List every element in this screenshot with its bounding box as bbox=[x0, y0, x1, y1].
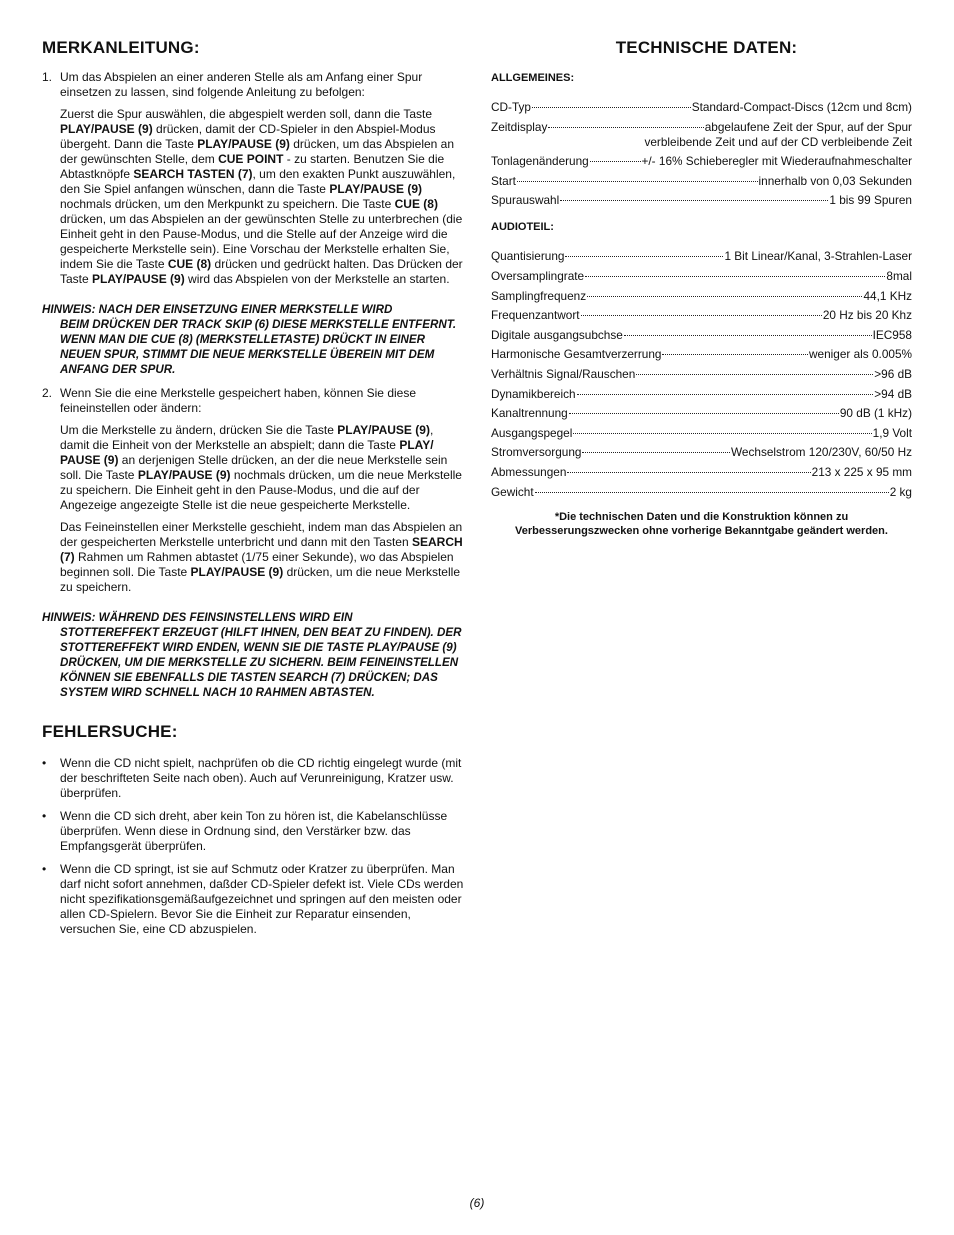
left-column bbox=[42, 38, 464, 945]
text-run: Das Feineinstellen einer Merkstelle geschieht, indem man das Abspielen an der gespeicherten Merkstelle unterbricht und dann mit den Tasten bbox=[60, 520, 463, 549]
text-run: , um den exakten Punkt auszuwählen, den Sie Spiel anfangen wünschen, dann die Taste bbox=[60, 167, 456, 196]
spec-label: Samplingfrequenz bbox=[491, 288, 587, 303]
spec-row bbox=[491, 347, 912, 362]
bullet-icon: • bbox=[42, 862, 47, 876]
dot-leader bbox=[662, 354, 808, 355]
dot-leader bbox=[548, 127, 703, 128]
item-number: 2. bbox=[42, 386, 53, 400]
bullet-icon: • bbox=[42, 809, 47, 823]
spec-row bbox=[491, 328, 912, 343]
spec-value: abgelaufene Zeit der Spur, auf der Spur bbox=[704, 119, 912, 134]
bold-run: PLAY/PAUSE (9) bbox=[337, 423, 430, 437]
spec-label: Zeitdisplay bbox=[491, 119, 548, 134]
list-item-text: Wenn die CD sich dreht, aber kein Ton zu hören ist, die Kabelanschlüsse überprüfen. Wenn diese in Ordnung sind, den Verstärker bzw. das Empfangsgerät überprüfen. bbox=[60, 809, 448, 853]
spec-label: Start bbox=[491, 173, 516, 188]
dot-leader bbox=[535, 492, 889, 493]
dot-leader bbox=[582, 452, 730, 453]
text-run: drücken, damit der CD-Spieler in den Abspiel-Modus übergeht. Dann die Taste bbox=[60, 122, 436, 151]
audioteil-heading: AUDIOTEIL: bbox=[491, 221, 554, 234]
text-run: - zu starten. Benutzen Sie die Abtastknöpfe bbox=[60, 152, 445, 181]
spec-value: 1 bis 99 Spuren bbox=[829, 193, 912, 208]
dot-leader bbox=[532, 107, 691, 108]
spec-row bbox=[491, 367, 912, 382]
hinweis-note-1: HINWEIS: NACH DER EINSETZUNG EINER MERKSTELLE WIRD BEIM DRÜCKEN DER TRACK SKIP (6) DIESE MERKSTELLE ENTFERNT. WENN MAN DIE CUE (8) (MERKSTELLETASTE) DRÜCKT IN EINER NEUEN SPUR, STIMMT DIE NEUE MERKSTELLE ÜBEREIN MIT DEM ANFANG DER SPUR. bbox=[42, 303, 457, 376]
spec-row bbox=[491, 445, 912, 460]
text-run: nochmals drücken, um den Merkpunkt zu speichern. Die Taste bbox=[60, 197, 395, 211]
bold-run: PLAY/PAUSE (9) bbox=[60, 122, 153, 136]
spec-value: 213 x 225 x 95 mm bbox=[811, 464, 912, 479]
merkanleitung-title: MERKANLEITUNG: bbox=[42, 38, 200, 57]
bold-run: CUE (8) bbox=[394, 197, 438, 211]
text-run: Zuerst die Spur auswählen, die abgespielt werden soll, dann die Taste bbox=[60, 107, 433, 121]
spec-value: 90 dB (1 kHz) bbox=[839, 406, 912, 421]
bold-run: PLAY/PAUSE (9) bbox=[137, 468, 231, 482]
dot-leader bbox=[517, 181, 758, 182]
spec-footnote: *Die technischen Daten und die Konstruktion können zu Verbesserungszwecken ohne vorherige Bekanntgabe geändert werden. bbox=[515, 510, 888, 537]
spec-label: Ausgangspegel bbox=[491, 425, 573, 440]
item-2-body-1 bbox=[60, 423, 464, 513]
bold-run: CUE (8) bbox=[167, 257, 212, 271]
dot-leader bbox=[587, 296, 862, 297]
spec-row bbox=[491, 100, 912, 115]
spec-value: weniger als 0.005% bbox=[809, 347, 912, 362]
spec-value: 8mal bbox=[886, 268, 912, 283]
spec-value-continued: verbleibende Zeit und auf der CD verbleibende Zeit bbox=[644, 135, 912, 150]
spec-value: 20 Hz bis 20 Khz bbox=[822, 308, 912, 323]
instruction-item-2 bbox=[42, 386, 464, 602]
spec-label: Frequenzantwort bbox=[491, 308, 580, 323]
allgemeines-heading: ALLGEMEINES: bbox=[491, 72, 575, 84]
dot-leader bbox=[577, 394, 874, 395]
item-2-intro: Wenn Sie die eine Merkstelle gespeichert haben, können Sie diese feineinstellen oder ändern: bbox=[60, 386, 417, 415]
spec-row bbox=[491, 485, 912, 500]
spec-value: Wechselstrom 120/230V, 60/50 Hz bbox=[731, 445, 912, 460]
list-item bbox=[42, 756, 464, 801]
spec-row bbox=[491, 174, 912, 189]
spec-value: +/- 16% Schieberegler mit Wiederaufnahmeschalter bbox=[641, 154, 912, 169]
text-run: , damit die Einheit von der Merkstelle an abspielt; dann die Taste bbox=[60, 423, 434, 452]
audioteil-specs bbox=[491, 249, 912, 499]
item-2-body-2 bbox=[60, 520, 464, 595]
spec-label: Oversamplingrate bbox=[491, 268, 585, 283]
spec-label: CD-Typ bbox=[491, 100, 531, 114]
spec-label: Digitale ausgangsubchse bbox=[491, 327, 623, 342]
right-column bbox=[491, 38, 912, 538]
spec-value: 1,9 Volt bbox=[872, 425, 912, 440]
text-run: drücken und gedrückt halten. Das Drücken der Taste bbox=[60, 257, 463, 286]
dot-leader bbox=[565, 256, 723, 257]
spec-row bbox=[491, 193, 912, 208]
spec-row bbox=[491, 308, 912, 323]
dot-leader bbox=[573, 433, 871, 434]
spec-value: 2 kg bbox=[889, 484, 912, 499]
hinweis-note-2: HINWEIS: WÄHREND DES FEINSINSTELLENS WIRD EIN STOTTEREFFEKT ERZEUGT (HILFT IHNEN, DEN BEAT ZU FINDEN). DER STOTTEREFFEKT WIRD ENDEN, WENN SIE DIE TASTE PLAY/PAUSE (9) DRÜCKEN, UM DIE MERKSTELLE ZU SICHERN. BEIM FEINEINSTELLEN KÖNNEN SIE EBENFALLS DIE TASTEN SEARCH (7) DRÜCKEN; DAS SYSTEM WIRD SCHNELL NACH 10 RAHMEN ABTASTEN. bbox=[42, 611, 462, 699]
dot-leader bbox=[624, 335, 872, 336]
dot-leader bbox=[560, 200, 828, 201]
spec-label: Quantisierung bbox=[491, 249, 565, 264]
spec-label: Spurauswahl bbox=[491, 193, 560, 208]
spec-label: Stromversorgung bbox=[491, 445, 582, 460]
bold-run: PLAY/PAUSE (9) bbox=[329, 182, 423, 196]
page-number: (6) bbox=[469, 1196, 485, 1210]
text-run: drücken, um das Abspielen an der gewünschten Stelle zu unterbrechen (die Einheit geht in den Pause-Modus, und die Stelle auf der Anzeige wird die gespeicherte Merkstelle sein). Eine Vorschau der Merkstelle erhalten Sie, indem Sie die Taste bbox=[60, 212, 463, 271]
spec-row bbox=[491, 406, 912, 421]
spec-label: Abmessungen bbox=[491, 464, 567, 479]
list-item-text: Wenn die CD springt, ist sie auf Schmutz oder Kratzer zu überprüfen. Man darf nicht sofort annehmen, daßder CD-Spieler defekt ist. Viele CDs werden nicht spezifikationsgemäßaufgezeichnet und springen auf den meisten oder allen CD-Spielern. Bevor Sie die Einheit zur Reparatur einsenden, versuchen Sie, eine CD abzuspielen. bbox=[60, 862, 464, 936]
bold-run: SEARCH TASTEN (7) bbox=[133, 167, 253, 181]
spec-value: Standard-Compact-Discs (12cm und 8cm) bbox=[691, 100, 912, 114]
bold-run: PLAY/PAUSE (9) bbox=[92, 272, 185, 286]
spec-label: Kanaltrennung bbox=[491, 406, 568, 421]
allgemeines-specs bbox=[491, 100, 912, 208]
spec-value: >94 dB bbox=[874, 386, 912, 401]
spec-label: Harmonische Gesamtverzerrung bbox=[491, 347, 662, 362]
list-item bbox=[42, 809, 464, 854]
spec-row bbox=[491, 289, 912, 304]
dot-leader bbox=[590, 161, 641, 162]
bold-run: CUE POINT bbox=[218, 152, 284, 166]
spec-row bbox=[491, 465, 912, 480]
item-number: 1. bbox=[42, 70, 53, 84]
bold-run: PLAY/PAUSE (9) bbox=[197, 137, 290, 151]
item-1-intro: Um das Abspielen an einer anderen Stelle als am Anfang einer Spur einsetzen zu lassen, sind folgende Anleitung zu befolgen: bbox=[60, 70, 423, 99]
text-run: an derjenigen Stelle drücken, an der die neue Merkstelle sein soll. Die Taste bbox=[60, 453, 448, 482]
text-run: Um die Merkstelle zu ändern, drücken Sie die Taste bbox=[60, 423, 338, 437]
spec-label: Dynamikbereich bbox=[491, 386, 576, 401]
bold-run: PLAY/PAUSE (9) bbox=[190, 565, 284, 579]
spec-row bbox=[491, 426, 912, 441]
spec-row bbox=[491, 269, 912, 284]
spec-row bbox=[491, 249, 912, 264]
spec-row bbox=[491, 387, 912, 402]
dot-leader bbox=[581, 315, 822, 316]
text-run: drücken, um das Abspielen an der gewünschten Stelle, dem bbox=[60, 137, 455, 166]
spec-label: Gewicht bbox=[491, 484, 534, 499]
item-1-body bbox=[60, 107, 464, 287]
spec-row bbox=[491, 120, 912, 135]
text-run: Rahmen um Rahmen abtastet (1/75 einer Sekunde), wo das Abspielen beginnen soll. Die Taste bbox=[60, 550, 454, 579]
technische-daten-title: TECHNISCHE DATEN: bbox=[615, 38, 798, 57]
spec-value: innerhalb von 0,03 Sekunden bbox=[758, 173, 912, 188]
spec-value: >96 dB bbox=[874, 366, 912, 381]
spec-value: 44,1 KHz bbox=[863, 288, 912, 303]
spec-label: Tonlagenänderung bbox=[491, 154, 589, 169]
dot-leader bbox=[569, 413, 839, 414]
dot-leader bbox=[585, 276, 885, 277]
spec-value: IEC958 bbox=[872, 327, 912, 342]
instruction-item-1 bbox=[42, 70, 464, 294]
bold-run: SEARCH (7) bbox=[60, 535, 463, 564]
troubleshooting-list bbox=[42, 756, 464, 937]
fehlersuche-title: FEHLERSUCHE: bbox=[42, 722, 178, 741]
dot-leader bbox=[567, 472, 810, 473]
dot-leader bbox=[636, 374, 873, 375]
spec-row bbox=[491, 154, 912, 169]
bold-run: PLAY/ PAUSE (9) bbox=[60, 438, 434, 467]
text-run: drücken, um die neue Merkstelle zu speichern. bbox=[60, 565, 460, 594]
list-item-text: Wenn die CD nicht spielt, nachprüfen ob die CD richtig eingelegt wurde (mit der beschrifteten Seite nach oben). Auch auf Verunreinigung, Kratzer usw. überprüfen. bbox=[60, 756, 462, 800]
list-item bbox=[42, 862, 464, 937]
spec-label: Verhältnis Signal/Rauschen bbox=[491, 366, 636, 381]
bullet-icon: • bbox=[42, 756, 47, 770]
spec-value: 1 Bit Linear/Kanal, 3-Strahlen-Laser bbox=[724, 249, 912, 264]
text-run: nochmals drücken, um die neue Merkstelle zu speichern. Die Einheit geht in den Pause-Modus, und die auf der Angezeige angezeigte Stelle ist die neue gespeicherte Merkstelle. bbox=[60, 468, 462, 512]
text-run: wird das Abspielen von der Merkstelle an starten. bbox=[184, 272, 450, 286]
